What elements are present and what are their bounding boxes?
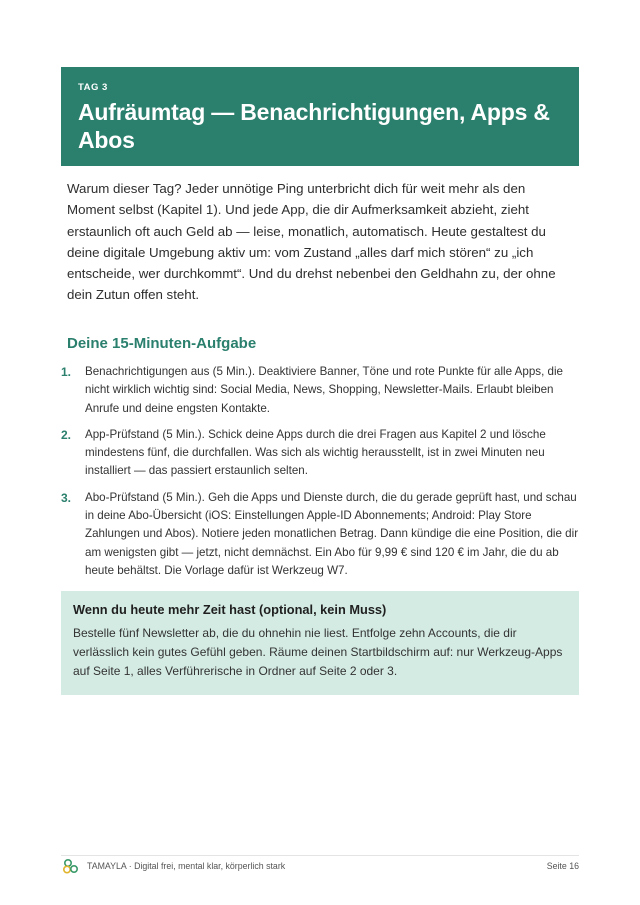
step-text: App-Prüfstand (5 Min.). Schick deine Apps durch die drei Fragen aus Kapitel 2 und lösche mindestens fünf, die durchfallen. Was sich als wichtig herausstellt, ist in zwei Minuten neu installiert — das passiert erstaunlich selten.: [85, 427, 546, 478]
footer-brand: TAMAYLA · Digital frei, mental klar, körperlich stark: [87, 861, 286, 871]
task-step: [61, 489, 581, 580]
step-text: Benachrichtigungen aus (5 Min.). Deaktiviere Banner, Töne und rote Punkte für alle Apps, die nicht wirklich wichtig sind: Social Media, News, Shopping, Newsletter-Mails. Erlaubt bleiben Anrufe und deine engsten Kontakte.: [85, 365, 563, 415]
page-title: Aufräumtag — Benachrichtigungen, Apps & Abos: [78, 99, 550, 153]
intro-paragraph: Warum dieser Tag? Jeder unnötige Ping unterbricht dich für weit mehr als den Moment selbst (Kapitel 1). Und jede App, die dir Aufmerksamkeit abzieht, zieht erstaunlich oft auch Geld ab — leise, monatlich, automatisch. Heute gestaltest du deine digitale Umgebung aktiv um: vom Zustand „alles darf mich stören“ zu „ich entscheide, wer durchkommt“. Und du drehst nebenbei den Geldhahn zu, der ohne dein Zutun offen steht.: [67, 181, 556, 303]
page-number: Seite 16: [546, 861, 579, 871]
task-step: [61, 363, 581, 418]
optional-box-title: Wenn du heute mehr Zeit hast (optional, kein Muss): [73, 602, 387, 617]
task-steps-list: [61, 363, 581, 588]
optional-box-text: Bestelle fünf Newsletter ab, die du ohnehin nie liest. Entfolge zehn Accounts, die dir verlässlich kein gutes Gefühl geben. Räume deinen Startbildschirm auf: nur Werkzeug-Apps auf Seite 1, alles Verführerische in Ordner auf Seite 2 oder 3.: [73, 626, 563, 678]
step-text: Abo-Prüfstand (5 Min.). Geh die Apps und Dienste durch, die du gerade geprüft hast, und schau in deine Abo-Übersicht (iOS: Einstellungen Apple-ID Abonnements; Android: Play Store Zahlungen und Abos). Notiere jeden monatlichen Betrag. Dann kündige die eine Position, die dir am wenigsten gibt — jetzt, nicht demnächst. Ein Abo für 9,99 € sind 120 € im Jahr, die du ab heute behältst. Die Vorlage dafür ist Werkzeug W7.: [85, 490, 579, 577]
optional-box: [61, 591, 579, 695]
task-section-title: Deine 15-Minuten-Aufgabe: [67, 335, 257, 352]
step-number: 2.: [61, 427, 72, 442]
tamayla-logo-icon: [61, 858, 81, 874]
task-step: [61, 426, 581, 481]
page-footer: [61, 858, 579, 874]
footer-divider: [61, 855, 579, 856]
day-tag: TAG 3: [78, 82, 108, 93]
step-number: 3.: [61, 490, 72, 505]
day-header: [61, 67, 579, 166]
step-number: 1.: [61, 365, 72, 379]
